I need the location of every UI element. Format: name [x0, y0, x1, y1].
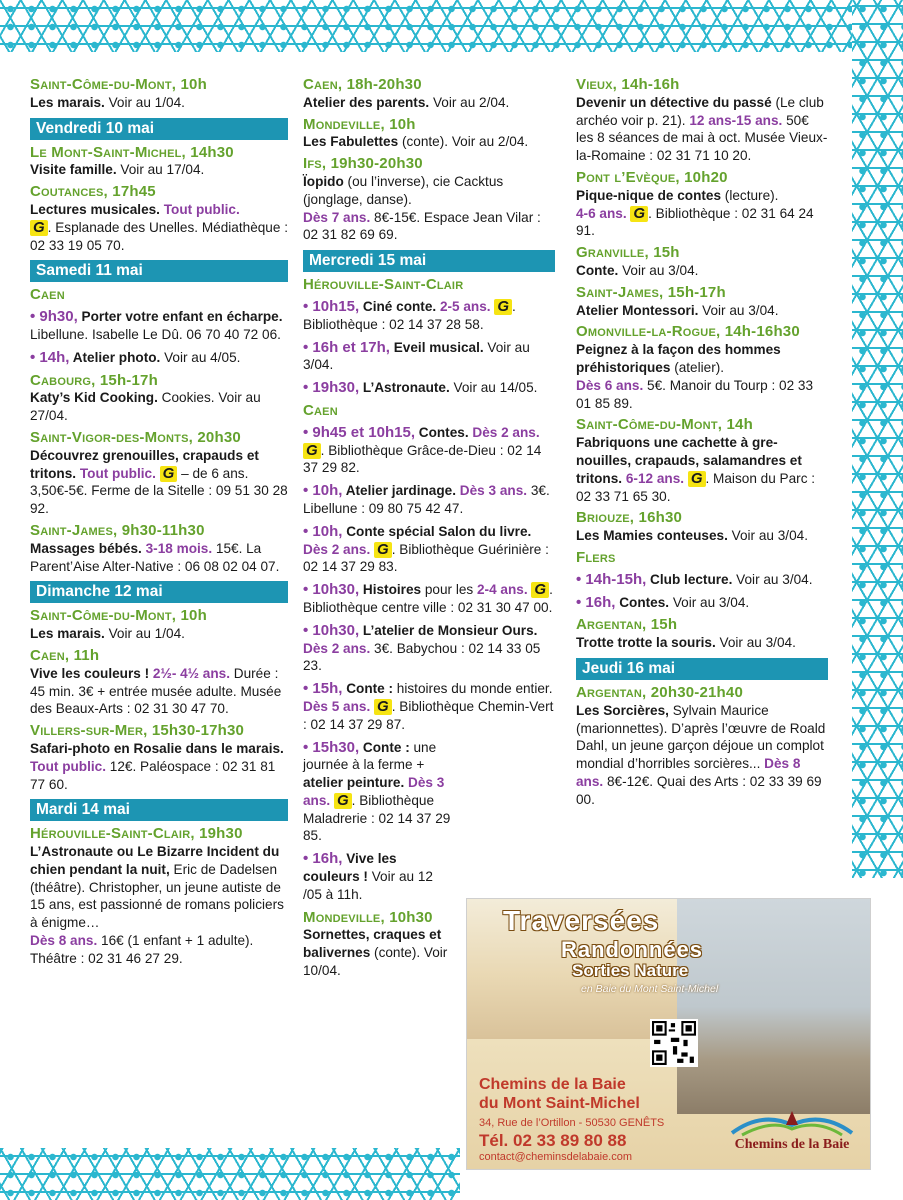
event-title: Vive les couleurs !: [30, 665, 150, 681]
event-title: Massages bébés.: [30, 540, 142, 556]
event-place: Saint-James,: [576, 283, 668, 301]
event-age: Dès 2 ans.: [468, 424, 540, 440]
event-entry: [576, 684, 828, 809]
event-title: Eveil musical.: [389, 339, 484, 355]
event-entry: [576, 244, 828, 280]
event-entry: [576, 169, 828, 240]
free-badge-icon: G: [160, 466, 178, 482]
event-details-2: 8€-15€. Espace Jean Vilar : 02 31 82 69 69.: [303, 209, 541, 243]
event-time: • 10h30,: [303, 581, 360, 599]
event-details: . Bibliothèque Maladrerie : 02 14 37 29 85.: [303, 792, 451, 844]
event-bullet: [303, 523, 555, 576]
event-title: Pique-nique de contes: [576, 187, 722, 203]
event-time: 17h45: [112, 183, 156, 201]
event-time: • 10h,: [303, 522, 343, 540]
event-time: 10h30: [389, 908, 433, 926]
event-age: 12 ans-15 ans.: [685, 112, 783, 128]
event-title: Les marais.: [30, 626, 105, 642]
ad-address: 34, Rue de l’Ortillon - 50530 GENÊTS: [479, 1117, 665, 1129]
event-details: Durée : 45 min. 3€ + entrée musée adulte. Musée des Beaux-Arts : 02 31 30 47 70.: [30, 665, 282, 717]
event-place: Saint-Côme-du-Mont,: [30, 607, 181, 625]
ad-headline-1: Traversées: [503, 905, 660, 936]
event-entry: [30, 522, 288, 575]
event-age: Dès 5 ans.: [303, 698, 371, 714]
event-title: Conte :: [342, 681, 394, 697]
event-details-2: 8€-12€. Quai des Arts : 02 33 39 69 00.: [576, 773, 822, 807]
event-age: 2-5 ans.: [436, 298, 491, 314]
event-title: Club lecture.: [646, 571, 733, 587]
event-details-prefix: pour les: [421, 582, 477, 598]
event-entry: [576, 76, 828, 165]
event-details: Voir au 4/05.: [160, 349, 241, 365]
event-details-prefix: une journée à la ferme +: [303, 739, 437, 773]
event-title: Visite famille.: [30, 162, 117, 178]
event-details: 3€. Libellune : 09 80 75 42 47.: [303, 483, 550, 516]
ad-headline-3: Sorties Nature: [572, 961, 689, 980]
event-age: Dès 3 ans.: [303, 775, 445, 808]
event-title: Conte :: [359, 739, 410, 755]
free-badge-icon: G: [494, 299, 512, 315]
event-title: Vive les couleurs !: [303, 851, 397, 885]
event-time: 11h: [73, 646, 100, 664]
event-entry: [303, 276, 555, 294]
event-title: Ïopido: [303, 173, 344, 189]
event-entry: [303, 76, 555, 112]
ad-email-link[interactable]: contact@cheminsdelabaie.com: [479, 1151, 633, 1163]
event-details: . Bibliothèque : 02 14 37 28 58.: [303, 298, 516, 332]
event-place: Ifs,: [303, 155, 331, 173]
event-time: 20h30-21h40: [650, 683, 744, 701]
event-age: Dès 6 ans.: [576, 377, 644, 393]
day-header: Mercredi 15 mai: [303, 250, 555, 272]
event-age: Dès 8 ans.: [30, 933, 98, 949]
event-details: Eric de Dadelsen (théâtre). Christopher, un jeune autiste de 15 ans, est passionné de romans policiers à énigme…: [30, 861, 284, 931]
event-details: Libellune. Isabelle Le Dû. 06 70 40 72 06.: [30, 326, 281, 342]
event-time: 14h: [726, 416, 753, 434]
event-details-2: 5€. Manoir du Tourp : 02 33 01 85 89.: [576, 377, 814, 411]
event-title: Atelier photo.: [69, 349, 161, 365]
ad-company-name-line-1: Chemins de la Baie: [479, 1076, 626, 1093]
event-details: (conte). Voir au 2/04.: [398, 134, 529, 150]
event-details: Sylvain Maurice (marionnettes). D’après l’œuvre de Roald Dahl, un jeune garçon déjoue un complot mondial d’horribles sorcières...: [576, 702, 826, 772]
event-place: Coutances,: [30, 183, 113, 201]
event-time: • 15h30,: [303, 738, 360, 756]
chemins-de-la-baie-logo: [722, 1107, 862, 1165]
event-age: 2-4 ans.: [477, 582, 528, 598]
event-place: Saint-Côme-du-Mont,: [30, 76, 181, 93]
event-details: Cookies. Voir au 27/04.: [30, 390, 261, 424]
event-details: Voir au 2/04.: [429, 94, 510, 110]
event-details-2: . Bibliothèque : 02 31 64 24 91.: [576, 205, 814, 239]
event-details: Voir au 12 /05 à 11h.: [303, 869, 433, 902]
event-entry: [303, 116, 555, 152]
event-time: 15h30-17h30: [151, 722, 245, 740]
event-place: Granville,: [576, 244, 654, 262]
event-details: Voir au 1/04.: [104, 94, 185, 110]
event-details-prefix: histoires du monde entier.: [393, 681, 553, 697]
event-details: Voir au 3/04.: [698, 302, 779, 318]
ad-mont-saint-michel-photo: [677, 899, 870, 1114]
event-time: • 19h30,: [303, 379, 360, 397]
event-details: Voir au 14/05.: [449, 380, 538, 396]
event-time: 16h30: [638, 509, 683, 527]
event-title: Contes.: [615, 594, 670, 610]
event-bullet: [303, 379, 555, 397]
event-bullet: [303, 581, 555, 617]
event-time: 9h30-11h30: [121, 521, 205, 539]
event-time: 20h30: [197, 428, 241, 446]
event-bullet: [576, 594, 828, 612]
event-time: • 10h15,: [303, 297, 360, 315]
event-title: Porter votre enfant en écharpe.: [77, 309, 283, 325]
event-time: 10h: [389, 115, 416, 133]
event-time: 10h: [180, 607, 207, 625]
ad-headline-2: Randonnées: [561, 937, 704, 962]
event-place: Caen: [303, 401, 338, 419]
ad-company-name-line-2: du Mont Saint-Michel: [479, 1095, 640, 1112]
event-details: . Bibliothèque centre ville : 02 31 30 47 00.: [303, 582, 553, 615]
event-time: • 15h,: [303, 680, 343, 698]
event-time: 10h: [180, 76, 207, 93]
event-bullet: [303, 298, 555, 334]
event-details: Voir au 3/04.: [669, 594, 750, 610]
event-place: Mondeville,: [303, 115, 390, 133]
event-place: Le Mont-Saint-Michel,: [30, 143, 191, 161]
free-badge-icon: G: [531, 582, 549, 598]
event-title: Atelier Montessori.: [576, 302, 699, 318]
event-details: (lecture).: [721, 187, 779, 203]
event-entry: [30, 607, 288, 643]
event-entry: [30, 372, 288, 425]
free-badge-icon: G: [334, 793, 352, 809]
event-title: Safari-photo en Rosalie dans le marais.: [30, 740, 284, 756]
event-entry: [303, 155, 555, 244]
event-title: Peignez à la façon des hommes préhistoriques: [576, 342, 781, 375]
decorative-pattern-right: [852, 0, 903, 878]
column-3: [576, 76, 828, 812]
event-place: Caen,: [30, 646, 74, 664]
event-place: Briouze,: [576, 509, 639, 527]
event-details: 12€. Paléospace : 02 31 81 77 60.: [30, 758, 276, 792]
event-age: Dès 8 ans.: [576, 756, 801, 789]
day-header: Mardi 14 mai: [30, 799, 288, 821]
event-time: • 10h30,: [303, 621, 360, 639]
event-entry: [30, 76, 288, 112]
event-place: Vieux,: [576, 76, 622, 93]
event-details: . Esplanade des Unelles. Médiathèque : 02 33 19 05 70.: [30, 219, 288, 253]
event-bullet: [303, 739, 453, 846]
event-bullet: [303, 622, 555, 675]
ad-company-name: [479, 1075, 640, 1113]
event-time: 15h-17h: [667, 283, 726, 301]
event-title: Les marais.: [30, 94, 105, 110]
day-header: Dimanche 12 mai: [30, 581, 288, 603]
day-header: Vendredi 10 mai: [30, 118, 288, 140]
event-entry: [576, 416, 828, 505]
event-place: Saint-Côme-du-Mont,: [576, 416, 727, 434]
logo-text: Chemins de la Baie: [734, 1137, 850, 1152]
event-details: . Maison du Parc : 02 33 71 65 30.: [576, 470, 816, 504]
event-entry: [303, 402, 555, 420]
event-time: 15h: [653, 244, 680, 262]
event-time: • 16h,: [303, 850, 343, 868]
event-place: Saint-Vigor-des-Monts,: [30, 428, 198, 446]
event-title: L’atelier de Monsieur Ours.: [359, 622, 538, 638]
event-entry: [30, 144, 288, 180]
event-place: Flers: [576, 548, 616, 566]
event-title: Conte.: [576, 262, 619, 278]
event-time: • 16h,: [576, 593, 616, 611]
event-place: Villers-sur-Mer,: [30, 722, 152, 740]
event-time: 14h-16h: [621, 76, 680, 93]
decorative-pattern-bottom: [0, 1148, 460, 1200]
event-age: Dès 2 ans.: [303, 541, 371, 557]
event-place: Hérouville-Saint-Clair,: [30, 825, 200, 843]
event-bullet: [303, 424, 555, 477]
event-title-2: atelier peinture.: [303, 775, 405, 791]
event-entry: [576, 549, 828, 567]
event-place: Saint-James,: [30, 521, 122, 539]
event-title: Les Mamies conteuses.: [576, 528, 728, 544]
event-time: 10h20: [684, 168, 728, 186]
event-place: Caen: [30, 286, 65, 304]
event-title: Découvrez grenouilles, crapauds et tritons.: [30, 447, 259, 481]
event-details: – de 6 ans. 3,50€-5€. Ferme de la Sitelle : 09 51 30 28 92.: [30, 465, 288, 517]
column-1: [30, 76, 288, 972]
event-age: Dès 2 ans.: [303, 640, 371, 656]
event-title: Lectures musicales.: [30, 201, 160, 217]
free-badge-icon: G: [374, 699, 392, 715]
event-bullet: [303, 680, 555, 733]
event-details: Voir au 17/04.: [116, 162, 205, 178]
event-details: 15€. La Parent’Aise Alter-Native : 06 08 02 04 07.: [30, 540, 280, 574]
event-entry: [576, 284, 828, 320]
event-age: 3-18 mois.: [141, 540, 213, 556]
qr-code-icon[interactable]: [650, 1019, 698, 1067]
event-entry: [30, 825, 288, 967]
event-time: 19h30: [199, 825, 243, 843]
event-title: Devenir un détective du passé: [576, 94, 772, 110]
event-place: Argentan,: [576, 616, 651, 634]
event-place: Mondeville,: [303, 908, 390, 926]
event-title: Fabriquons une cachette à grenouilles, crapauds, salamandres et tritons.: [576, 435, 802, 486]
event-entry: [303, 909, 453, 980]
free-badge-icon: G: [30, 220, 48, 236]
event-entry: [576, 323, 828, 412]
event-details: Voir au 3/04.: [715, 635, 796, 651]
event-entry: [30, 722, 288, 793]
event-place: Hérouville-Saint-Clair: [303, 276, 464, 294]
event-age: 2½- 4½ ans.: [149, 665, 230, 681]
event-title: Atelier jardinage.: [342, 483, 457, 499]
ad-phone[interactable]: Tél. 02 33 89 80 88: [479, 1131, 627, 1150]
event-place: Cabourg,: [30, 371, 100, 389]
event-details: Voir au 3/04.: [618, 262, 699, 278]
event-entry: [30, 183, 288, 254]
event-title: Les Sorcières,: [576, 702, 669, 718]
event-title: Trotte trotte la souris.: [576, 635, 716, 651]
event-place: Argentan,: [576, 683, 651, 701]
event-time: • 14h,: [30, 348, 70, 366]
event-title: Contes.: [414, 424, 469, 440]
event-age: 4-6 ans.: [576, 205, 627, 221]
free-badge-icon: G: [303, 443, 321, 459]
event-details: 3€. Babychou : 02 14 33 05 23.: [303, 640, 541, 674]
event-age: Tout public.: [159, 201, 240, 217]
event-title: Sornettes, craques et balivernes: [303, 927, 442, 961]
decorative-pattern-top: [0, 0, 852, 52]
event-time: • 9h45 et 10h15,: [303, 423, 415, 441]
day-header: Samedi 11 mai: [30, 260, 288, 282]
event-age: Dès 3 ans.: [456, 483, 528, 499]
event-bullet: [30, 308, 288, 344]
column-2: [303, 76, 555, 984]
event-details-2: 50€ les 8 séances de mai à oct. Musée Vieux-la-Romaine : 02 31 71 10 20.: [576, 112, 828, 164]
event-title: Ciné conte.: [359, 298, 437, 314]
event-time: 19h30-20h30: [330, 155, 423, 173]
event-bullet: [576, 571, 828, 589]
event-bullet: [303, 482, 555, 518]
event-age: 6-12 ans.: [622, 470, 685, 486]
event-time: • 9h30,: [30, 308, 78, 326]
free-badge-icon: G: [374, 542, 392, 558]
event-details: Voir au 1/04.: [104, 626, 185, 642]
event-entry: [576, 509, 828, 545]
event-details: . Bibliothèque Grâce-de-Dieu : 02 14 37 29 82.: [303, 442, 542, 476]
event-time: • 14h-15h,: [576, 570, 647, 588]
event-entry: [576, 616, 828, 652]
event-details: (Le club archéo voir p. 21).: [576, 94, 824, 128]
event-title: L’Astronaute ou Le Bizarre Incident du chien pendant la nuit,: [30, 844, 280, 877]
event-time: 14h30: [190, 143, 234, 161]
event-details: (ou l’inverse), cie Cacktus (jonglage, danse).: [303, 173, 504, 207]
event-title: Histoires: [359, 582, 422, 598]
event-title: Katy’s Kid Cooking.: [30, 390, 158, 406]
event-title: L’Astronaute.: [359, 380, 450, 396]
logo-waves-icon: [722, 1107, 862, 1137]
event-title: Les Fabulettes: [303, 134, 399, 150]
event-details: . Bibliothèque Chemin-Vert : 02 14 37 29 87.: [303, 698, 554, 732]
event-time: 15h: [650, 616, 678, 634]
event-age: Dès 7 ans.: [303, 209, 371, 225]
event-age: Tout public.: [76, 465, 156, 481]
event-entry: [30, 429, 288, 518]
event-entry: [30, 647, 288, 718]
free-badge-icon: G: [688, 471, 706, 487]
event-details: (atelier).: [670, 359, 725, 375]
event-bullet: [303, 339, 555, 375]
event-details: . Bibliothèque Guérinière : 02 14 37 29 83.: [303, 541, 549, 575]
event-bullet: [30, 349, 288, 367]
event-bullet: [303, 850, 453, 903]
event-entry: [30, 286, 288, 304]
event-time: • 10h,: [303, 482, 343, 500]
ad-subtitle: en Baie du Mont Saint-Michel: [581, 983, 719, 995]
event-details-2: 16€ (1 enfant + 1 adulte). Théâtre : 02 31 46 27 29.: [30, 933, 254, 966]
event-time: 14h-16h30: [724, 323, 800, 341]
event-title: Conte spécial Salon du livre.: [342, 523, 532, 539]
event-age: Tout public.: [30, 758, 107, 774]
advertisement-box[interactable]: [466, 898, 871, 1170]
free-badge-icon: G: [630, 206, 648, 222]
event-details: Voir au 3/04.: [727, 528, 808, 544]
event-time: 15h-17h: [99, 371, 158, 389]
event-place: Pont l’Evèque,: [576, 168, 685, 186]
event-time: 18h-20h30: [346, 76, 422, 93]
event-details: Voir au 3/04.: [303, 339, 530, 373]
event-place: Omonville-la-Rogue,: [576, 323, 725, 341]
event-details: Voir au 3/04.: [732, 571, 813, 587]
day-header: Jeudi 16 mai: [576, 658, 828, 680]
event-place: Caen,: [303, 76, 347, 93]
event-details: (conte). Voir 10/04.: [303, 945, 448, 979]
event-title: Atelier des parents.: [303, 94, 430, 110]
event-time: • 16h et 17h,: [303, 338, 390, 356]
